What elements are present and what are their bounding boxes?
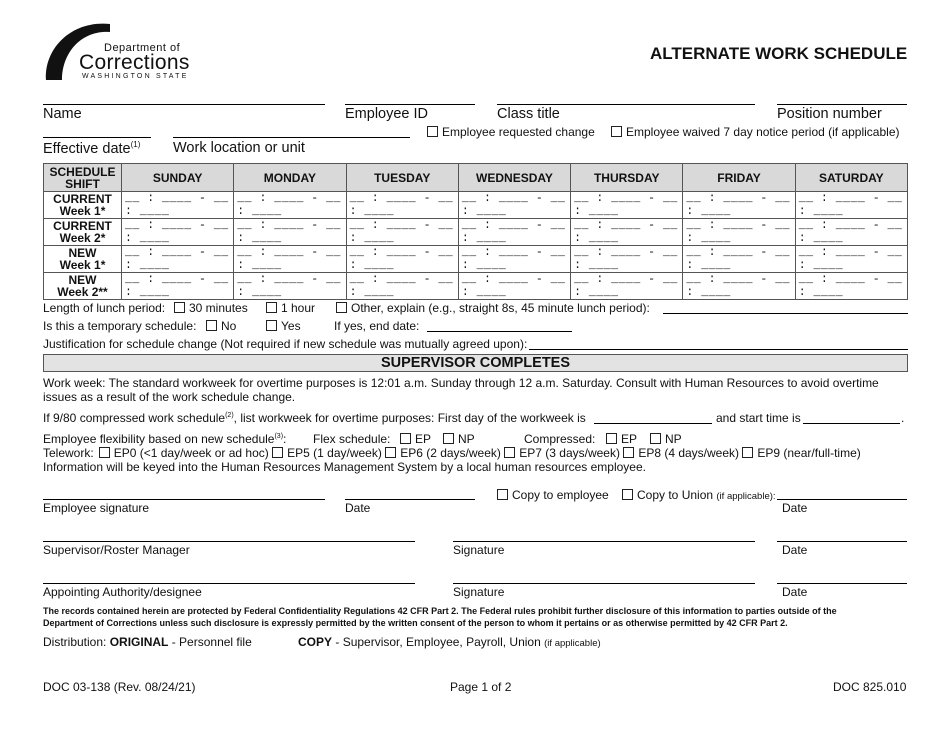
schedule-row <box>44 192 908 219</box>
time-slot-input[interactable]: __ : ____ - __ : ____ <box>346 273 458 300</box>
end-date-label: If yes, end date: <box>334 319 420 333</box>
checkbox-icon[interactable] <box>400 433 411 444</box>
period: . <box>901 411 905 425</box>
flex-schedule-label: Flex schedule: <box>313 432 391 446</box>
time-slot-input[interactable]: __ : ____ - __ : ____ <box>234 219 346 246</box>
checkbox-icon[interactable] <box>623 447 634 458</box>
schedule-row <box>44 219 908 246</box>
logo-line2: Corrections <box>79 51 190 74</box>
policy-number: DOC 825.010 <box>833 680 907 694</box>
schedule-row <box>44 246 908 273</box>
time-slot-input[interactable]: __ : ____ - __ : ____ <box>571 192 683 219</box>
time-slot-input[interactable]: __ : ____ - __ : ____ <box>122 246 234 273</box>
time-slot-input[interactable]: __ : ____ - __ : ____ <box>458 273 570 300</box>
day-header: THURSDAY <box>571 164 683 192</box>
effective-date-field[interactable]: Effective date$^{(1)}$ <box>43 140 141 157</box>
checkbox-icon[interactable] <box>266 302 277 313</box>
employee-id-field[interactable]: Employee ID <box>345 106 429 122</box>
time-slot-input[interactable]: __ : ____ - __ : ____ <box>458 219 570 246</box>
appointing-signature-label: Signature <box>453 585 505 599</box>
checkbox-icon[interactable] <box>611 126 622 137</box>
justification-label: Justification for schedule change (Not required if new schedule was mutually agreed upon): <box>43 337 528 351</box>
time-slot-input[interactable]: __ : ____ - __ : ____ <box>571 246 683 273</box>
ep8-checkbox[interactable]: EP8 (4 days/week) <box>623 446 739 460</box>
compressed-label: Compressed: <box>524 432 596 446</box>
time-slot-input[interactable]: __ : ____ - __ : ____ <box>122 192 234 219</box>
employee-date-line[interactable] <box>345 499 475 500</box>
time-slot-input[interactable]: __ : ____ - __ : ____ <box>346 219 458 246</box>
form-title: ALTERNATE WORK SCHEDULE <box>650 44 908 63</box>
day-header: SATURDAY <box>795 164 907 192</box>
checkbox-icon[interactable] <box>427 126 438 137</box>
temporary-yes-checkbox[interactable]: Yes <box>266 319 301 333</box>
work-week-text-2: issues as a result of the work schedule change. <box>43 390 296 404</box>
schedule-table <box>43 163 908 300</box>
time-slot-input[interactable]: __ : ____ - __ : ____ <box>346 246 458 273</box>
checkbox-icon[interactable] <box>272 447 283 458</box>
time-slot-input[interactable]: __ : ____ - __ : ____ <box>795 219 907 246</box>
schedule-row-label: NEW Week 1* <box>44 246 122 273</box>
schedule-row-label: CURRENT Week 2* <box>44 219 122 246</box>
work-location-field[interactable]: Work location or unit <box>173 140 305 156</box>
time-slot-input[interactable]: __ : ____ - __ : ____ <box>346 192 458 219</box>
employee-requested-checkbox[interactable]: Employee requested change <box>427 125 595 139</box>
page-number: Page 1 of 2 <box>450 680 512 694</box>
checkbox-icon[interactable] <box>99 447 110 458</box>
hrms-info-text: Information will be keyed into the Human Resources Management System by a local human resources employee. <box>43 460 646 474</box>
flexibility-label: Employee flexibility based on new schedule$^{(3)}$: <box>43 432 287 446</box>
legal-notice-2: Department of Corrections unless such disclosure is expressly permitted by the written consent of the person to whom it pertains or as otherwise permitted by 42 CFR Part 2. <box>43 618 788 628</box>
lunch-30-checkbox[interactable]: 30 minutes <box>174 301 248 315</box>
time-slot-input[interactable]: __ : ____ - __ : ____ <box>122 273 234 300</box>
lunch-other-checkbox[interactable]: Other, explain (e.g., straight 8s, 45 minute lunch period): <box>336 301 650 315</box>
checkbox-icon[interactable] <box>266 320 277 331</box>
appointing-name-line[interactable] <box>43 583 415 584</box>
schedule-row <box>44 273 908 300</box>
ep0-checkbox[interactable]: EP0 (<1 day/week or ad hoc) <box>99 446 269 460</box>
employee-date2-label: Date <box>782 501 808 515</box>
appointing-signature-line[interactable] <box>453 583 755 584</box>
start-time-label: and start time is <box>716 411 801 425</box>
time-slot-input[interactable]: __ : ____ - __ : ____ <box>683 246 795 273</box>
checkbox-icon[interactable] <box>742 447 753 458</box>
temporary-no-checkbox[interactable]: No <box>206 319 236 333</box>
doc-logo <box>42 18 202 83</box>
schedule-row-label: CURRENT Week 1* <box>44 192 122 219</box>
schedule-row-label: NEW Week 2** <box>44 273 122 300</box>
lunch-period-label: Length of lunch period: <box>43 301 166 315</box>
employee-waived-checkbox[interactable]: Employee waived 7 day notice period (if applicable) <box>611 125 900 139</box>
supervisor-date-line[interactable] <box>777 541 907 542</box>
ep6-checkbox[interactable]: EP6 (2 days/week) <box>385 446 501 460</box>
copy-employee-checkbox[interactable]: Copy to employee <box>497 488 609 502</box>
appointing-date-label: Date <box>782 585 808 599</box>
employee-signature-line[interactable] <box>43 499 325 500</box>
employee-date-label: Date <box>345 501 371 515</box>
time-slot-input[interactable]: __ : ____ - __ : ____ <box>795 273 907 300</box>
time-slot-input[interactable]: __ : ____ - __ : ____ <box>234 192 346 219</box>
ep5-checkbox[interactable]: EP5 (1 day/week) <box>272 446 382 460</box>
distribution-line: Distribution: ORIGINAL - Personnel file <box>43 635 252 649</box>
time-slot-input[interactable]: __ : ____ - __ : ____ <box>458 246 570 273</box>
work-week-text-1: Work week: The standard workweek for overtime purposes is 12:01 a.m. Sunday through 12 a.m. Saturday. Consult with Human Resources to avoid overtime <box>43 376 879 390</box>
class-title-field[interactable]: Class title <box>497 106 560 122</box>
checkbox-icon[interactable] <box>385 447 396 458</box>
temporary-label: Is this a temporary schedule: <box>43 319 197 333</box>
form-id: DOC 03-138 (Rev. 08/24/21) <box>43 680 196 694</box>
time-slot-input[interactable]: __ : ____ - __ : ____ <box>122 219 234 246</box>
time-slot-input[interactable]: __ : ____ - __ : ____ <box>571 273 683 300</box>
time-slot-input[interactable]: __ : ____ - __ : ____ <box>683 192 795 219</box>
first-day-input[interactable] <box>594 423 712 424</box>
time-slot-input[interactable]: __ : ____ - __ : ____ <box>795 246 907 273</box>
justification-input[interactable] <box>529 349 908 350</box>
flex-np-checkbox[interactable]: NP <box>443 432 475 446</box>
flex-ep-checkbox[interactable]: EP <box>400 432 431 446</box>
supervisor-label: Supervisor/Roster Manager <box>43 543 190 557</box>
checkbox-icon[interactable] <box>497 489 508 500</box>
appointing-label: Appointing Authority/designee <box>43 585 202 599</box>
supervisor-signature-label: Signature <box>453 543 505 557</box>
supervisor-completes-header: SUPERVISOR COMPLETES <box>43 354 908 372</box>
telework-row: Telework: EP0 (<1 day/week or ad hoc) EP5 (1 day/week) EP6 (2 days/week) EP7 (3 days/week) EP8 (4 days/week) EP9 (near/full-time) <box>43 446 861 460</box>
checkbox-icon[interactable] <box>443 433 454 444</box>
legal-notice-1: The records contained herein are protected by Federal Confidentiality Regulations 42 CFR Part 2. The Federal rules prohibit further disclosure of this information to parties outside of the <box>43 606 837 616</box>
time-slot-input[interactable]: __ : ____ - __ : ____ <box>234 273 346 300</box>
compressed-workweek-text: If 9/80 compressed work schedule$^{(2)}$, list workweek for overtime purposes: First day of the workweek is <box>43 411 586 425</box>
employee-signature-label: Employee signature <box>43 501 150 515</box>
checkbox-icon[interactable] <box>206 320 217 331</box>
checkbox-icon[interactable] <box>336 302 347 313</box>
day-header: FRIDAY <box>683 164 795 192</box>
name-field[interactable]: Name <box>43 106 82 122</box>
supervisor-date-label: Date <box>782 543 808 557</box>
schedule-header-row <box>44 164 908 192</box>
lunch-60-checkbox[interactable]: 1 hour <box>266 301 315 315</box>
supervisor-name-line[interactable] <box>43 541 415 542</box>
position-number-field[interactable]: Position number <box>777 106 882 122</box>
checkbox-icon[interactable] <box>504 447 515 458</box>
time-slot-input[interactable]: __ : ____ - __ : ____ <box>683 273 795 300</box>
checkbox-icon[interactable] <box>174 302 185 313</box>
day-header: WEDNESDAY <box>458 164 570 192</box>
appointing-date-line[interactable] <box>777 583 907 584</box>
supervisor-signature-line[interactable] <box>453 541 755 542</box>
start-time-input[interactable] <box>803 423 900 424</box>
logo-line3: WASHINGTON STATE <box>82 73 189 80</box>
ep7-checkbox[interactable]: EP7 (3 days/week) <box>504 446 620 460</box>
time-slot-input[interactable]: __ : ____ - __ : ____ <box>571 219 683 246</box>
time-slot-input[interactable]: __ : ____ - __ : ____ <box>683 219 795 246</box>
copy-union-line[interactable] <box>777 499 907 500</box>
day-header: MONDAY <box>234 164 346 192</box>
distribution-copy: COPY - Supervisor, Employee, Payroll, Union (if applicable) <box>298 635 601 649</box>
time-slot-input[interactable]: __ : ____ - __ : ____ <box>234 246 346 273</box>
copy-union-checkbox[interactable]: Copy to Union (if applicable): <box>622 488 776 502</box>
checkbox-icon[interactable] <box>606 433 617 444</box>
time-slot-input[interactable]: __ : ____ - __ : ____ <box>458 192 570 219</box>
ep9-checkbox[interactable]: EP9 (near/full-time) <box>742 446 860 460</box>
logo-line1: Department of <box>104 42 181 54</box>
day-header: SUNDAY <box>122 164 234 192</box>
time-slot-input[interactable]: __ : ____ - __ : ____ <box>795 192 907 219</box>
compressed-ep-checkbox[interactable]: EP <box>606 432 637 446</box>
end-date-input[interactable] <box>427 331 572 332</box>
checkbox-icon[interactable] <box>650 433 661 444</box>
schedule-shift-header: SCHEDULE SHIFT <box>44 164 122 192</box>
checkbox-icon[interactable] <box>622 489 633 500</box>
compressed-np-checkbox[interactable]: NP <box>650 432 682 446</box>
day-header: TUESDAY <box>346 164 458 192</box>
lunch-other-input[interactable] <box>663 313 908 314</box>
